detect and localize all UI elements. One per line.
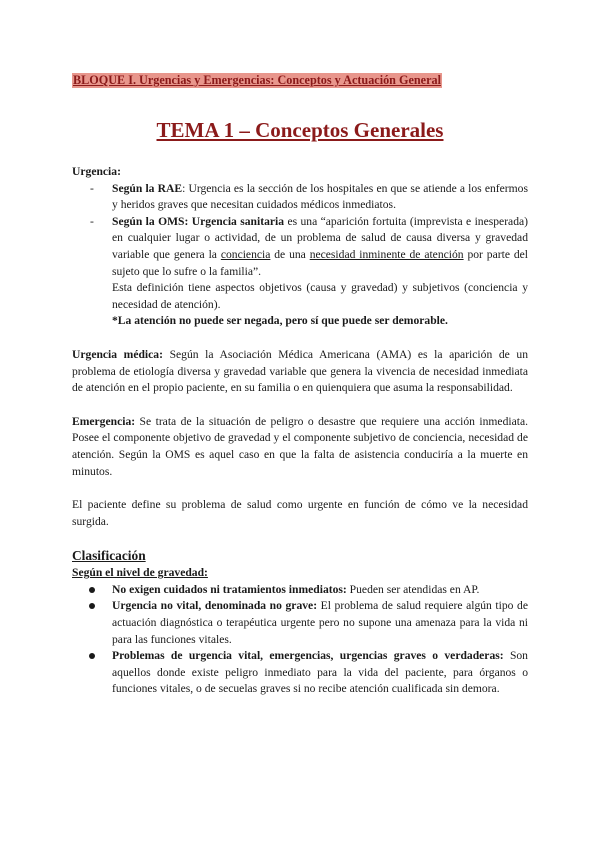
clasificacion-item-term: Urgencia no vital, denominada no grave:: [112, 599, 318, 613]
rae-text: : Urgencia es la sección de los hospitales en que se atiende a los enfermos y heridos graves que necesitan cuidados médicos inmediatos.: [112, 181, 528, 212]
clasificacion-item-term: No exigen cuidados ni tratamientos inmediatos:: [112, 582, 347, 596]
urgencia-heading-label: Urgencia:: [72, 165, 121, 178]
clasificacion-item-text: El problema de salud requiere algún tipo de actuación diagnóstica o terapéutica urgente pero no supone una amenaza para la vida ni para las funciones vitales.: [112, 599, 528, 646]
block-header: BLOQUE I. Urgencias y Emergencias: Conceptos y Actuación General: [73, 73, 441, 87]
oms-underline-necesidad: necesidad inminente de atención: [309, 247, 464, 261]
clasificacion-item-term: Problemas de urgencia vital, emergencias, urgencias graves o verdaderas:: [112, 649, 504, 663]
clasificacion-item-text: Son aquellos donde existe peligro inmediato para la vida del paciente, para órganos o funciones vitales, o de secuelas graves si no recibe atención cualificada sin demora.: [112, 649, 528, 696]
emergencia-text: Se trata de la situación de peligro o desastre que requiere una acción inmediata. Posee el componente objetivo de gravedad y el componente subjetivo de conciencia, necesidad de atención. Según la OMS es aquel caso en que la falta de asistencia conduciría a la muerte en minutos.: [72, 414, 528, 478]
clasificacion-subtitle: Según el nivel de gravedad:: [72, 566, 208, 580]
bullet-dot-icon: [89, 587, 95, 593]
oms-underline-conciencia: conciencia: [220, 247, 271, 261]
emergencia-paragraph: [72, 414, 528, 480]
urgencia-medica-paragraph: [72, 347, 528, 397]
dash-marker: -: [90, 214, 94, 228]
urgencia-heading: [72, 164, 528, 181]
clasificacion-item: [112, 598, 528, 648]
clasificacion-list: [72, 582, 528, 698]
paciente-paragraph: El paciente define su problema de salud como urgente en función de cómo ve la necesidad surgida.: [72, 498, 528, 528]
oms-label: Según la OMS: Urgencia sanitaria: [112, 214, 285, 228]
urgencia-definitions: [72, 181, 528, 330]
spacer: [72, 330, 528, 347]
oms-note: *La atención no puede ser negada, pero sí que puede ser demorable.: [112, 314, 448, 328]
rae-label: Según la RAE: [112, 181, 183, 195]
dash-marker: -: [90, 181, 94, 195]
urgencia-medica-term: Urgencia médica:: [72, 347, 163, 361]
clasificacion-item: [112, 648, 528, 698]
oms-text-2: de una: [270, 247, 310, 261]
clasificacion-title: Clasificación: [72, 548, 146, 564]
oms-text-3: por parte del sujeto que lo sufre o la familia”.: [112, 247, 528, 278]
tema-title: TEMA 1 – Conceptos Generales: [156, 118, 444, 142]
bullet-dot-icon: [89, 603, 95, 609]
document-content: [72, 164, 528, 698]
spacer: [72, 397, 528, 414]
definition-rae: [90, 181, 528, 214]
urgencia-medica-text: Según la Asociación Médica Americana (AMA) es la aparición de un problema de etiología diversa y gravedad variable que genera la vivencia de necesidad inmediata de atención en el propio paciente, en su familia o en quienquiera que asuma la responsabilidad.: [72, 347, 528, 395]
spacer: [72, 480, 528, 497]
definition-oms: [90, 214, 528, 330]
spacer: [72, 530, 528, 546]
clasificacion-item: [112, 582, 528, 599]
oms-text-1: es una “aparición fortuita (imprevista e inesperada) en cualquier lugar o actividad, de un problema de salud de causa diversa y gravedad variable que genera la: [112, 214, 528, 261]
clasificacion-item-text: Pueden ser atendidas en AP.: [346, 582, 480, 596]
bullet-dot-icon: [89, 653, 95, 659]
emergencia-term: Emergencia:: [72, 414, 136, 428]
oms-extra-text: Esta definición tiene aspectos objetivos (causa y gravedad) y subjetivos (conciencia y necesidad de atención).: [112, 281, 528, 311]
